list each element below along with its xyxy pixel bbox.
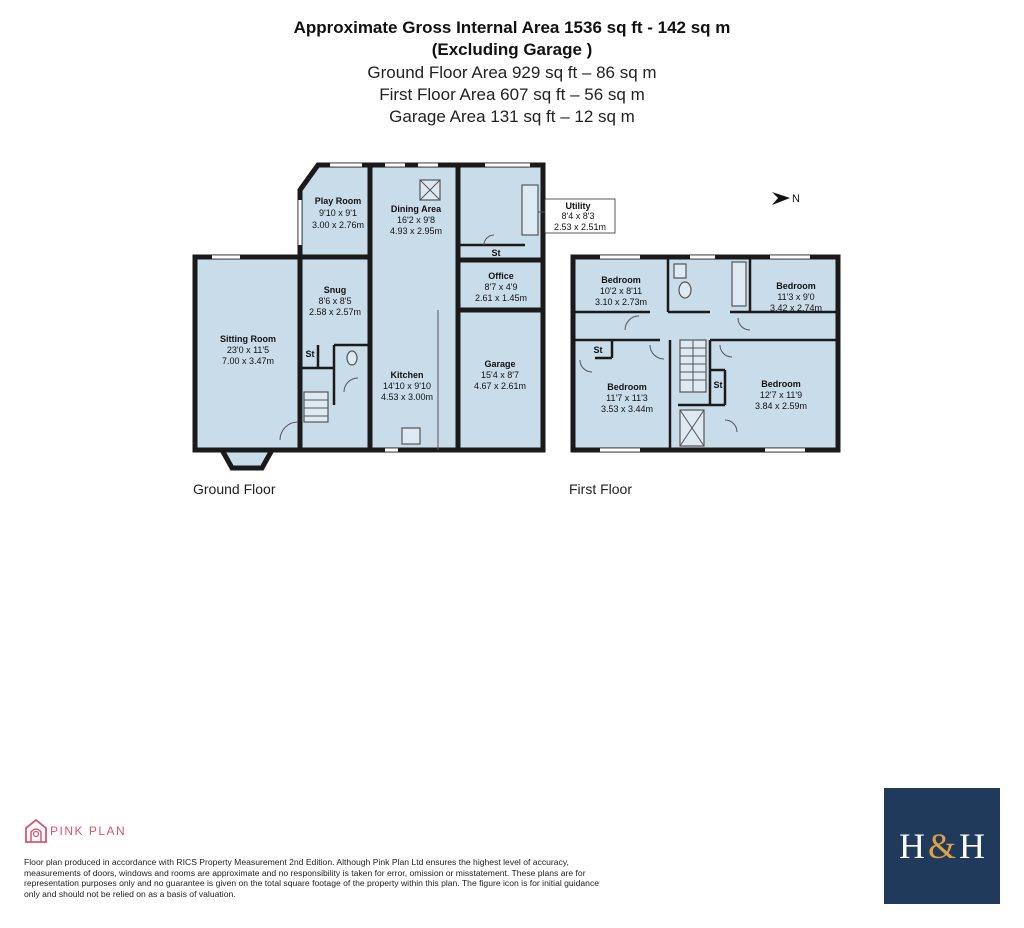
toilet: [347, 351, 357, 365]
svg-text:2.61 x 1.45m: 2.61 x 1.45m: [474, 293, 528, 303]
header-garage-area: Garage Area 131 sq ft – 12 sq m: [389, 107, 635, 126]
svg-text:3.42 x 2.74m: 3.42 x 2.74m: [769, 303, 823, 313]
label-dining-area: Dining Area: [390, 204, 442, 214]
label-office: Office: [488, 271, 514, 281]
disclaimer-text: Floor plan produced in accordance with RICS Property Measurement 2nd Edition. Although Pink Plan Ltd ensures the highest level of accuracy, measurements of doors, windows and rooms are approximate and no responsibility is taken for error, omission or misstatement. These plans are for representation purposes only and no guarantee is given on the total square footage of the property within this plan. The figure icon is for initial guidance only and should not be relied on as a basis of valuation.: [24, 857, 600, 899]
agent-logo-left: H: [898, 826, 925, 866]
label-utility: Utility: [565, 201, 591, 211]
toilet: [679, 282, 691, 298]
first-floor-label: First Floor: [569, 481, 632, 497]
agent-logo-amp: &: [927, 826, 956, 866]
ground-floor-label: Ground Floor: [193, 481, 276, 497]
svg-text:8'6 x 8'5: 8'6 x 8'5: [318, 296, 352, 306]
label-bedroom-1: Bedroom: [601, 275, 641, 285]
utility-worktop: [522, 185, 538, 235]
pink-plan-logo-icon: [26, 820, 46, 842]
header-ground-floor-area: Ground Floor Area 929 sq ft – 86 sq m: [367, 63, 657, 82]
svg-text:11'3 x 9'0: 11'3 x 9'0: [777, 292, 815, 302]
header-area-title: Approximate Gross Internal Area 1536 sq ft - 142 sq m: [293, 18, 731, 37]
svg-text:16'2 x 9'8: 16'2 x 9'8: [397, 215, 435, 225]
label-store: St: [713, 380, 723, 390]
label-garage: Garage: [484, 359, 516, 369]
svg-text:2.58 x 2.57m: 2.58 x 2.57m: [308, 307, 362, 317]
bay-window: [222, 450, 272, 468]
agent-logo: [884, 788, 1000, 904]
svg-text:4.53 x 3.00m: 4.53 x 3.00m: [380, 392, 434, 402]
svg-text:4.67 x 2.61m: 4.67 x 2.61m: [473, 381, 527, 391]
ground-floor-plan: [195, 165, 615, 468]
svg-text:11'7 x 11'3: 11'7 x 11'3: [606, 393, 648, 403]
svg-text:8'4 x 8'3: 8'4 x 8'3: [561, 211, 595, 221]
basin: [674, 264, 686, 278]
svg-text:3.53 x 3.44m: 3.53 x 3.44m: [600, 404, 654, 414]
label-bedroom-2: Bedroom: [776, 281, 816, 291]
svg-text:10'2 x 8'11: 10'2 x 8'11: [599, 286, 643, 296]
header-first-floor-area: First Floor Area 607 sq ft – 56 sq m: [379, 85, 645, 104]
label-sitting-room: Sitting Room: [220, 334, 276, 344]
staircase: [304, 392, 328, 422]
label-store: St: [305, 349, 315, 359]
svg-text:7.00 x 3.47m: 7.00 x 3.47m: [221, 356, 275, 366]
label-play-room: Play Room: [314, 196, 362, 206]
label-store: St: [593, 345, 603, 355]
label-bedroom-3: Bedroom: [607, 382, 647, 392]
svg-text:8'7 x 4'9: 8'7 x 4'9: [484, 282, 518, 292]
label-store: St: [491, 248, 501, 258]
svg-text:2.53 x 2.51m: 2.53 x 2.51m: [553, 222, 607, 232]
north-label: N: [792, 193, 800, 205]
svg-text:3.84 x 2.59m: 3.84 x 2.59m: [754, 401, 808, 411]
first-floor-plan: [573, 257, 838, 450]
label-bedroom-4: Bedroom: [761, 379, 801, 389]
svg-text:14'10 x 9'10: 14'10 x 9'10: [383, 381, 431, 391]
svg-text:12'7 x 11'9: 12'7 x 11'9: [759, 390, 803, 400]
label-kitchen: Kitchen: [390, 370, 424, 380]
svg-text:3.10 x 2.73m: 3.10 x 2.73m: [594, 297, 648, 307]
agent-logo-right: H: [959, 826, 985, 866]
sink: [402, 428, 420, 444]
pink-plan-brand: [50, 824, 126, 838]
svg-text:4.93 x 2.95m: 4.93 x 2.95m: [389, 226, 443, 236]
bathtub: [732, 262, 746, 306]
label-snug: Snug: [323, 285, 347, 295]
header-excluding-garage: (Excluding Garage ): [431, 40, 593, 59]
svg-text:23'0 x 11'5: 23'0 x 11'5: [226, 345, 270, 355]
svg-text:15'4 x 8'7: 15'4 x 8'7: [481, 370, 519, 380]
room-garage: [458, 310, 543, 450]
north-arrow-icon: [772, 192, 790, 205]
svg-text:9'10 x 9'1: 9'10 x 9'1: [319, 208, 357, 218]
svg-text:3.00 x 2.76m: 3.00 x 2.76m: [311, 220, 365, 230]
pink-plan-brand-text: PINK PLAN: [50, 824, 127, 838]
